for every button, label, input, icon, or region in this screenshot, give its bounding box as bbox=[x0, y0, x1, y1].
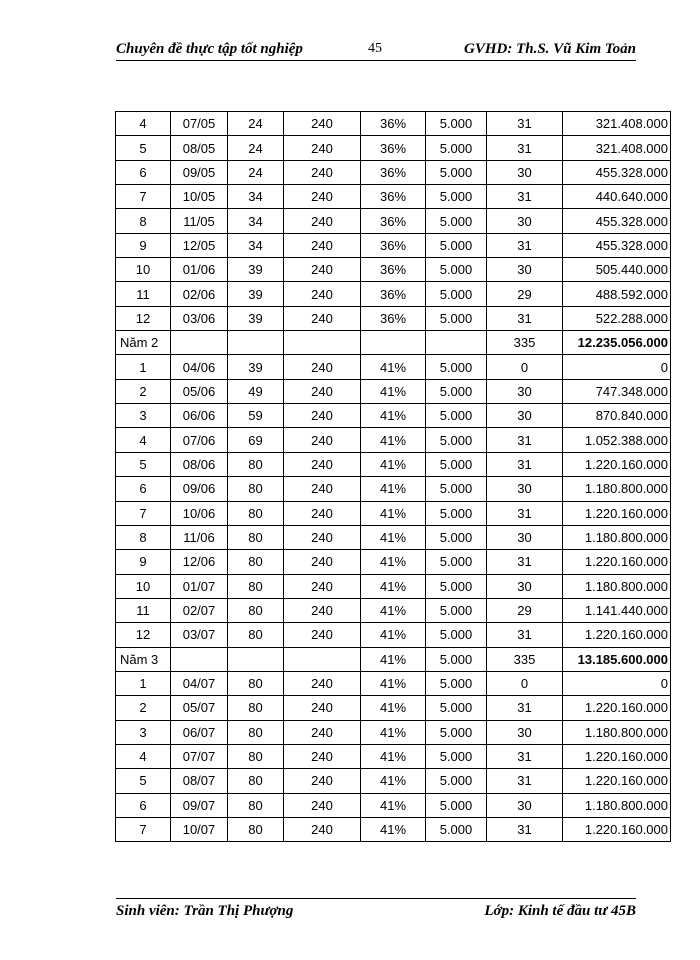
table-row bbox=[116, 136, 671, 160]
cell-period: 08/06 bbox=[171, 452, 228, 476]
cell-price: 5.000 bbox=[426, 647, 487, 671]
cell-rate: 41% bbox=[361, 647, 426, 671]
table-row bbox=[116, 209, 671, 233]
cell-month-index: 4 bbox=[116, 744, 171, 768]
cell-rate: 41% bbox=[361, 744, 426, 768]
cell-price: 5.000 bbox=[426, 355, 487, 379]
cell-rate: 36% bbox=[361, 282, 426, 306]
table-row bbox=[116, 720, 671, 744]
cell-quantity: 80 bbox=[228, 696, 284, 720]
cell-days-capacity: 240 bbox=[284, 501, 361, 525]
revenue-table bbox=[115, 111, 671, 842]
cell-price: 5.000 bbox=[426, 598, 487, 622]
cell-month-index: 8 bbox=[116, 209, 171, 233]
cell-quantity: 80 bbox=[228, 720, 284, 744]
cell-days: 30 bbox=[487, 477, 563, 501]
cell-quantity: 34 bbox=[228, 185, 284, 209]
cell-quantity bbox=[228, 647, 284, 671]
cell-period bbox=[171, 331, 228, 355]
cell-month-index: 11 bbox=[116, 598, 171, 622]
cell-total: 455.328.000 bbox=[563, 209, 671, 233]
cell-price: 5.000 bbox=[426, 623, 487, 647]
cell-month-index: 9 bbox=[116, 233, 171, 257]
cell-period: 10/05 bbox=[171, 185, 228, 209]
cell-price: 5.000 bbox=[426, 769, 487, 793]
table-row bbox=[116, 817, 671, 841]
cell-price: 5.000 bbox=[426, 282, 487, 306]
cell-month-index: Năm 3 bbox=[116, 647, 171, 671]
cell-period: 05/07 bbox=[171, 696, 228, 720]
cell-total: 1.220.160.000 bbox=[563, 501, 671, 525]
cell-period: 11/05 bbox=[171, 209, 228, 233]
cell-total: 455.328.000 bbox=[563, 160, 671, 184]
cell-price: 5.000 bbox=[426, 306, 487, 330]
cell-period: 06/06 bbox=[171, 404, 228, 428]
cell-period: 09/05 bbox=[171, 160, 228, 184]
cell-month-index: 3 bbox=[116, 720, 171, 744]
page-footer bbox=[116, 898, 636, 923]
cell-days-capacity: 240 bbox=[284, 306, 361, 330]
cell-rate: 41% bbox=[361, 671, 426, 695]
cell-quantity: 24 bbox=[228, 160, 284, 184]
cell-rate: 41% bbox=[361, 355, 426, 379]
cell-days-capacity: 240 bbox=[284, 598, 361, 622]
cell-rate: 41% bbox=[361, 720, 426, 744]
cell-rate: 41% bbox=[361, 817, 426, 841]
cell-period: 10/06 bbox=[171, 501, 228, 525]
table-row bbox=[116, 112, 671, 136]
table-row bbox=[116, 404, 671, 428]
cell-days: 30 bbox=[487, 720, 563, 744]
cell-total: 1.180.800.000 bbox=[563, 574, 671, 598]
cell-days: 30 bbox=[487, 793, 563, 817]
cell-price: 5.000 bbox=[426, 452, 487, 476]
cell-price: 5.000 bbox=[426, 477, 487, 501]
cell-price: 5.000 bbox=[426, 136, 487, 160]
cell-days-capacity: 240 bbox=[284, 550, 361, 574]
table-row bbox=[116, 379, 671, 403]
cell-days-capacity: 240 bbox=[284, 793, 361, 817]
cell-rate: 36% bbox=[361, 258, 426, 282]
cell-price: 5.000 bbox=[426, 112, 487, 136]
cell-rate: 41% bbox=[361, 696, 426, 720]
cell-total: 1.180.800.000 bbox=[563, 477, 671, 501]
cell-price: 5.000 bbox=[426, 550, 487, 574]
cell-quantity: 39 bbox=[228, 258, 284, 282]
cell-total: 440.640.000 bbox=[563, 185, 671, 209]
cell-price: 5.000 bbox=[426, 379, 487, 403]
table-row bbox=[116, 233, 671, 257]
table-row bbox=[116, 452, 671, 476]
cell-rate: 36% bbox=[361, 160, 426, 184]
cell-month-index: 12 bbox=[116, 306, 171, 330]
cell-days-capacity: 240 bbox=[284, 112, 361, 136]
cell-days-capacity: 240 bbox=[284, 160, 361, 184]
table-row bbox=[116, 501, 671, 525]
cell-days-capacity: 240 bbox=[284, 671, 361, 695]
cell-quantity: 80 bbox=[228, 574, 284, 598]
cell-days-capacity bbox=[284, 331, 361, 355]
cell-total: 870.840.000 bbox=[563, 404, 671, 428]
cell-days-capacity: 240 bbox=[284, 282, 361, 306]
cell-price: 5.000 bbox=[426, 817, 487, 841]
cell-quantity: 39 bbox=[228, 355, 284, 379]
cell-days-capacity: 240 bbox=[284, 136, 361, 160]
cell-month-index: 5 bbox=[116, 769, 171, 793]
cell-days-capacity bbox=[284, 647, 361, 671]
year-summary-row bbox=[116, 331, 671, 355]
cell-days: 31 bbox=[487, 769, 563, 793]
cell-price: 5.000 bbox=[426, 428, 487, 452]
cell-rate: 41% bbox=[361, 793, 426, 817]
cell-days: 31 bbox=[487, 452, 563, 476]
cell-month-index: 4 bbox=[116, 112, 171, 136]
cell-period: 04/07 bbox=[171, 671, 228, 695]
cell-month-index: Năm 2 bbox=[116, 331, 171, 355]
cell-days: 31 bbox=[487, 744, 563, 768]
cell-total: 1.220.160.000 bbox=[563, 744, 671, 768]
cell-price: 5.000 bbox=[426, 696, 487, 720]
cell-total: 1.220.160.000 bbox=[563, 769, 671, 793]
table-row bbox=[116, 598, 671, 622]
cell-rate: 41% bbox=[361, 574, 426, 598]
cell-month-index: 6 bbox=[116, 160, 171, 184]
cell-month-index: 11 bbox=[116, 282, 171, 306]
cell-total: 1.180.800.000 bbox=[563, 793, 671, 817]
cell-quantity: 80 bbox=[228, 769, 284, 793]
cell-days-capacity: 240 bbox=[284, 623, 361, 647]
cell-days-capacity: 240 bbox=[284, 452, 361, 476]
cell-days-capacity: 240 bbox=[284, 574, 361, 598]
cell-price: 5.000 bbox=[426, 185, 487, 209]
cell-days: 29 bbox=[487, 598, 563, 622]
table-row bbox=[116, 525, 671, 549]
cell-total: 522.288.000 bbox=[563, 306, 671, 330]
cell-price: 5.000 bbox=[426, 233, 487, 257]
cell-quantity: 80 bbox=[228, 744, 284, 768]
cell-quantity: 69 bbox=[228, 428, 284, 452]
cell-total: 13.185.600.000 bbox=[563, 647, 671, 671]
cell-month-index: 6 bbox=[116, 477, 171, 501]
cell-price: 5.000 bbox=[426, 671, 487, 695]
cell-price: 5.000 bbox=[426, 525, 487, 549]
cell-month-index: 3 bbox=[116, 404, 171, 428]
cell-month-index: 2 bbox=[116, 696, 171, 720]
footer-student: Sinh viên: Trần Thị Phượng bbox=[116, 903, 294, 919]
cell-total: 1.052.388.000 bbox=[563, 428, 671, 452]
cell-quantity: 49 bbox=[228, 379, 284, 403]
cell-rate: 41% bbox=[361, 525, 426, 549]
table-body bbox=[116, 112, 671, 842]
cell-month-index: 5 bbox=[116, 136, 171, 160]
cell-days: 31 bbox=[487, 306, 563, 330]
cell-days-capacity: 240 bbox=[284, 817, 361, 841]
table-row bbox=[116, 428, 671, 452]
table-row bbox=[116, 696, 671, 720]
cell-period bbox=[171, 647, 228, 671]
cell-days: 335 bbox=[487, 331, 563, 355]
cell-period: 04/06 bbox=[171, 355, 228, 379]
table-row bbox=[116, 671, 671, 695]
cell-month-index: 7 bbox=[116, 817, 171, 841]
cell-period: 12/06 bbox=[171, 550, 228, 574]
table-row bbox=[116, 185, 671, 209]
cell-days: 31 bbox=[487, 501, 563, 525]
cell-period: 08/05 bbox=[171, 136, 228, 160]
cell-days: 0 bbox=[487, 671, 563, 695]
cell-month-index: 10 bbox=[116, 258, 171, 282]
cell-period: 01/07 bbox=[171, 574, 228, 598]
cell-month-index: 8 bbox=[116, 525, 171, 549]
cell-rate: 36% bbox=[361, 185, 426, 209]
cell-rate: 41% bbox=[361, 769, 426, 793]
cell-price bbox=[426, 331, 487, 355]
cell-quantity: 80 bbox=[228, 550, 284, 574]
cell-rate: 41% bbox=[361, 404, 426, 428]
cell-days-capacity: 240 bbox=[284, 379, 361, 403]
cell-days-capacity: 240 bbox=[284, 477, 361, 501]
cell-days: 30 bbox=[487, 525, 563, 549]
cell-rate: 41% bbox=[361, 501, 426, 525]
table-row bbox=[116, 550, 671, 574]
cell-rate: 41% bbox=[361, 428, 426, 452]
cell-period: 07/07 bbox=[171, 744, 228, 768]
cell-days-capacity: 240 bbox=[284, 355, 361, 379]
cell-days: 31 bbox=[487, 233, 563, 257]
cell-days-capacity: 240 bbox=[284, 233, 361, 257]
table-row bbox=[116, 306, 671, 330]
cell-quantity: 34 bbox=[228, 233, 284, 257]
cell-period: 10/07 bbox=[171, 817, 228, 841]
cell-period: 11/06 bbox=[171, 525, 228, 549]
table-row bbox=[116, 793, 671, 817]
cell-days: 30 bbox=[487, 160, 563, 184]
page-number: 45 bbox=[368, 41, 382, 56]
cell-price: 5.000 bbox=[426, 209, 487, 233]
cell-days-capacity: 240 bbox=[284, 525, 361, 549]
cell-total: 1.220.160.000 bbox=[563, 452, 671, 476]
cell-period: 05/06 bbox=[171, 379, 228, 403]
cell-total: 1.220.160.000 bbox=[563, 696, 671, 720]
cell-period: 07/06 bbox=[171, 428, 228, 452]
cell-rate: 41% bbox=[361, 598, 426, 622]
cell-days-capacity: 240 bbox=[284, 720, 361, 744]
cell-period: 07/05 bbox=[171, 112, 228, 136]
cell-total: 1.180.800.000 bbox=[563, 720, 671, 744]
cell-rate: 36% bbox=[361, 136, 426, 160]
cell-period: 03/06 bbox=[171, 306, 228, 330]
cell-days: 31 bbox=[487, 428, 563, 452]
cell-rate: 41% bbox=[361, 452, 426, 476]
cell-total: 12.235.056.000 bbox=[563, 331, 671, 355]
cell-days: 31 bbox=[487, 817, 563, 841]
cell-quantity: 39 bbox=[228, 306, 284, 330]
cell-days: 31 bbox=[487, 696, 563, 720]
cell-quantity: 24 bbox=[228, 136, 284, 160]
cell-rate: 36% bbox=[361, 233, 426, 257]
cell-total: 321.408.000 bbox=[563, 112, 671, 136]
cell-total: 747.348.000 bbox=[563, 379, 671, 403]
table-row bbox=[116, 160, 671, 184]
cell-quantity: 39 bbox=[228, 282, 284, 306]
cell-days: 30 bbox=[487, 258, 563, 282]
cell-total: 505.440.000 bbox=[563, 258, 671, 282]
table-row bbox=[116, 744, 671, 768]
footer-class: Lớp: Kinh tế đầu tư 45B bbox=[484, 903, 636, 919]
cell-days-capacity: 240 bbox=[284, 209, 361, 233]
cell-days-capacity: 240 bbox=[284, 258, 361, 282]
cell-price: 5.000 bbox=[426, 501, 487, 525]
cell-price: 5.000 bbox=[426, 574, 487, 598]
cell-quantity: 59 bbox=[228, 404, 284, 428]
cell-total: 0 bbox=[563, 355, 671, 379]
cell-days: 30 bbox=[487, 574, 563, 598]
cell-quantity: 34 bbox=[228, 209, 284, 233]
cell-total: 0 bbox=[563, 671, 671, 695]
cell-rate: 36% bbox=[361, 306, 426, 330]
cell-rate: 36% bbox=[361, 209, 426, 233]
cell-month-index: 6 bbox=[116, 793, 171, 817]
cell-price: 5.000 bbox=[426, 258, 487, 282]
cell-quantity bbox=[228, 331, 284, 355]
cell-days: 30 bbox=[487, 209, 563, 233]
cell-quantity: 80 bbox=[228, 452, 284, 476]
cell-quantity: 80 bbox=[228, 671, 284, 695]
cell-period: 02/06 bbox=[171, 282, 228, 306]
table-row bbox=[116, 477, 671, 501]
cell-rate: 41% bbox=[361, 550, 426, 574]
cell-quantity: 80 bbox=[228, 525, 284, 549]
cell-days-capacity: 240 bbox=[284, 769, 361, 793]
header-report-title: Chuyên đề thực tập tốt nghiệp bbox=[116, 41, 303, 57]
cell-days: 31 bbox=[487, 550, 563, 574]
cell-days-capacity: 240 bbox=[284, 744, 361, 768]
cell-total: 1.220.160.000 bbox=[563, 817, 671, 841]
cell-period: 12/05 bbox=[171, 233, 228, 257]
cell-month-index: 4 bbox=[116, 428, 171, 452]
table-row bbox=[116, 769, 671, 793]
cell-total: 488.592.000 bbox=[563, 282, 671, 306]
cell-month-index: 12 bbox=[116, 623, 171, 647]
cell-total: 1.180.800.000 bbox=[563, 525, 671, 549]
table-row bbox=[116, 574, 671, 598]
cell-quantity: 80 bbox=[228, 793, 284, 817]
cell-rate: 41% bbox=[361, 379, 426, 403]
cell-month-index: 1 bbox=[116, 671, 171, 695]
cell-days-capacity: 240 bbox=[284, 404, 361, 428]
cell-days: 31 bbox=[487, 623, 563, 647]
cell-month-index: 7 bbox=[116, 185, 171, 209]
cell-rate: 41% bbox=[361, 477, 426, 501]
cell-total: 1.220.160.000 bbox=[563, 623, 671, 647]
cell-days-capacity: 240 bbox=[284, 185, 361, 209]
cell-days: 335 bbox=[487, 647, 563, 671]
cell-total: 1.220.160.000 bbox=[563, 550, 671, 574]
table-row bbox=[116, 282, 671, 306]
cell-month-index: 1 bbox=[116, 355, 171, 379]
cell-days: 30 bbox=[487, 404, 563, 428]
cell-rate: 36% bbox=[361, 112, 426, 136]
cell-month-index: 10 bbox=[116, 574, 171, 598]
table-row bbox=[116, 258, 671, 282]
cell-period: 09/06 bbox=[171, 477, 228, 501]
cell-days: 30 bbox=[487, 379, 563, 403]
cell-total: 1.141.440.000 bbox=[563, 598, 671, 622]
page-header bbox=[116, 38, 636, 61]
cell-period: 01/06 bbox=[171, 258, 228, 282]
cell-period: 06/07 bbox=[171, 720, 228, 744]
cell-quantity: 80 bbox=[228, 817, 284, 841]
cell-period: 09/07 bbox=[171, 793, 228, 817]
cell-days: 29 bbox=[487, 282, 563, 306]
cell-price: 5.000 bbox=[426, 793, 487, 817]
cell-quantity: 80 bbox=[228, 477, 284, 501]
cell-price: 5.000 bbox=[426, 744, 487, 768]
cell-month-index: 2 bbox=[116, 379, 171, 403]
cell-month-index: 9 bbox=[116, 550, 171, 574]
cell-price: 5.000 bbox=[426, 160, 487, 184]
cell-month-index: 7 bbox=[116, 501, 171, 525]
cell-period: 08/07 bbox=[171, 769, 228, 793]
cell-month-index: 5 bbox=[116, 452, 171, 476]
cell-days: 31 bbox=[487, 136, 563, 160]
cell-quantity: 80 bbox=[228, 598, 284, 622]
header-supervisor: GVHD: Th.S. Vũ Kim Toản bbox=[464, 41, 636, 57]
cell-price: 5.000 bbox=[426, 404, 487, 428]
table-row bbox=[116, 355, 671, 379]
cell-days: 0 bbox=[487, 355, 563, 379]
cell-period: 03/07 bbox=[171, 623, 228, 647]
cell-total: 455.328.000 bbox=[563, 233, 671, 257]
cell-total: 321.408.000 bbox=[563, 136, 671, 160]
cell-days-capacity: 240 bbox=[284, 428, 361, 452]
cell-days-capacity: 240 bbox=[284, 696, 361, 720]
cell-rate bbox=[361, 331, 426, 355]
cell-days: 31 bbox=[487, 185, 563, 209]
cell-period: 02/07 bbox=[171, 598, 228, 622]
table-row bbox=[116, 623, 671, 647]
cell-rate: 41% bbox=[361, 623, 426, 647]
cell-price: 5.000 bbox=[426, 720, 487, 744]
year-summary-row bbox=[116, 647, 671, 671]
cell-quantity: 80 bbox=[228, 501, 284, 525]
cell-quantity: 24 bbox=[228, 112, 284, 136]
cell-days: 31 bbox=[487, 112, 563, 136]
cell-quantity: 80 bbox=[228, 623, 284, 647]
